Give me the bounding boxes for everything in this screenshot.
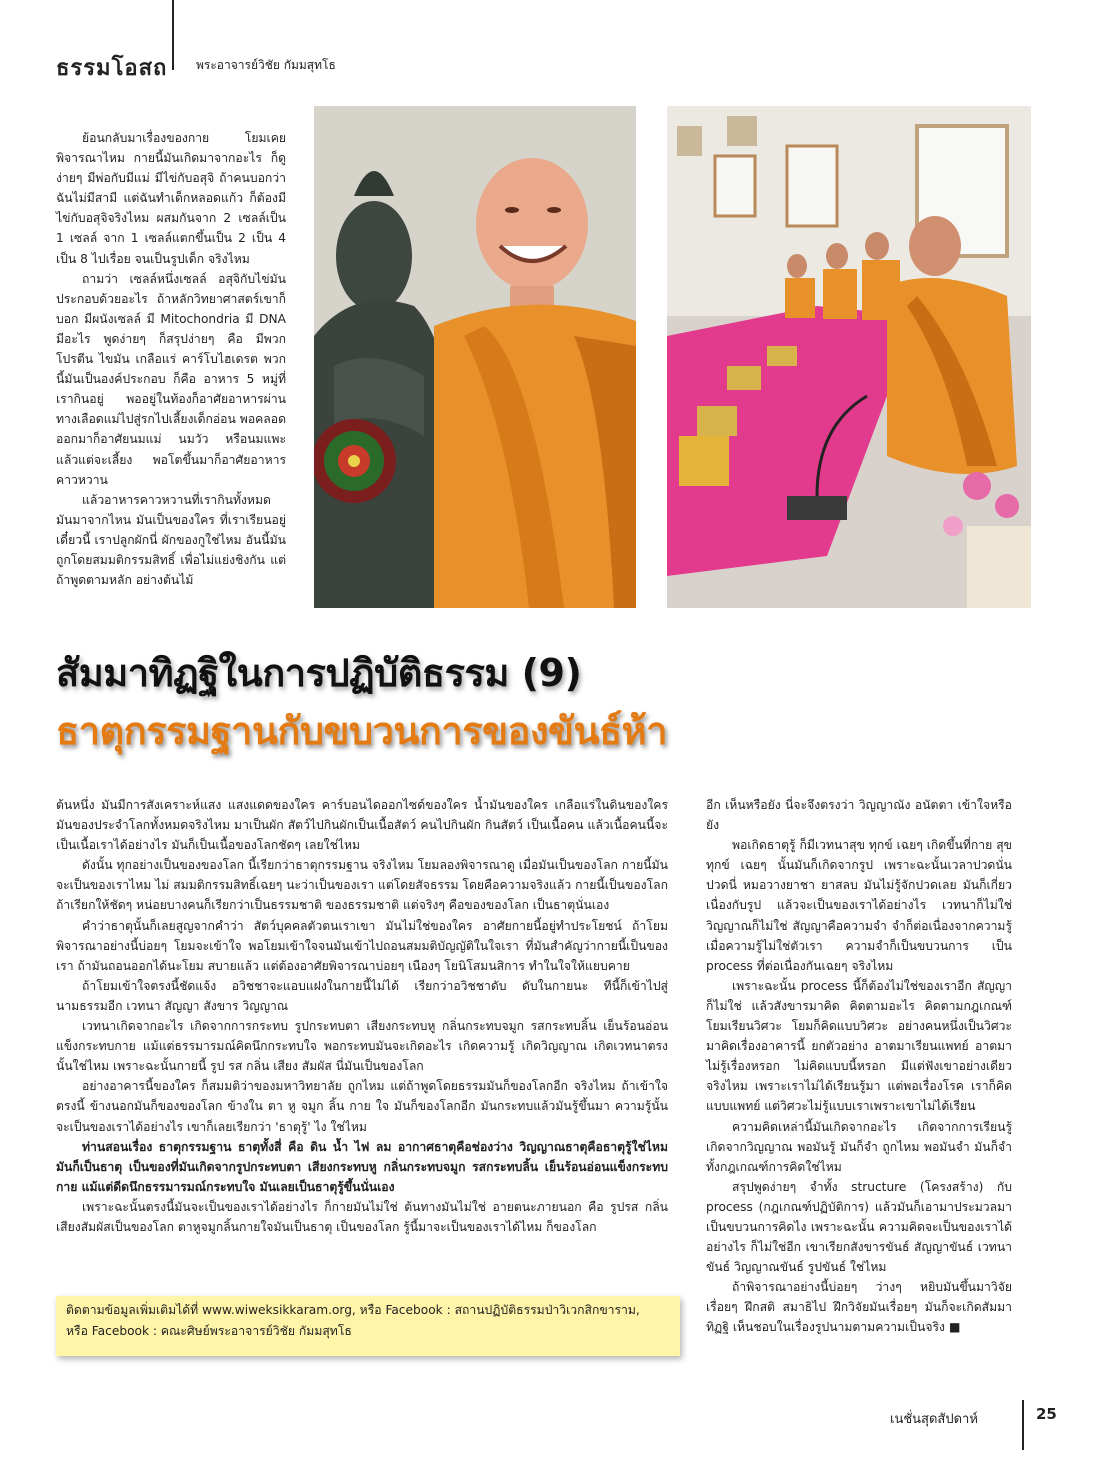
paragraph: ถามว่า เซลล์หนึ่งเซลล์ อสุจิกับไข่มันประกอบด้วยอะไร ถ้าหลักวิทยาศาสตร์เขาก็บอก มีผนังเซลล์ มี Mitochondria มี DNA มีอะไร พูดง่ายๆ ก็สรุปง่ายๆ คือ มีพวกโปรตีน ไขมัน เกลือแร่ คาร์โบไฮเดรต พวกนี้มันเป็นองค์ประกอบ ก็คือ อาหาร 5 หมู่ที่เรากินอยู่ พออยู่ในท้องก็อาศัยอาหารผ่านทางเลือดแม่ไปสู่รกไปเลี้ยงเด็กอ่อน พอคลอดออกมาก็อาศัยนมแม่ นมวัว หรือนมแพะ แล้วแต่จะเลี้ยง พอโตขึ้นมาก็อาศัยอาหารคาวหวาน [56,271,286,487]
paragraph: พอเกิดธาตุรู้ ก็มีเวทนาสุข ทุกข์ เฉยๆ เกิดขึ้นที่กาย สุข ทุกข์ เฉยๆ นั้นมันก็เกิดจากรูป เพราะฉะนั้นเวลาปวดนั่นปวดนี่ หมอวางยาชา ยาสลบ มันไม่รู้จักปวดเลย มันก็เกี่ยวเนื่องกับรูป แล้วจะเป็นของเราได้อย่างไร เวทนาก็ไม่ใช่ วิญญาณก็ไม่ใช่ สัญญาคือความจำ จำก็ต่อเนื่องจากความรู้ เมื่อความรู้ไม่ใช่ตัวเรา ความจำก็เป็นขบวนการ เป็น process ที่ต่อเนื่องกันเฉยๆ จริงไหม [706,838,1012,973]
paragraph: อีก เห็นหรือยัง นี่จะจึงตรงว่า วิญญาณัง อนัตตา เข้าใจหรือยัง [706,798,1012,833]
paragraph: สรุปพูดง่ายๆ จำทั้ง structure (โครงสร้าง) กับ process (กฎเกณฑ์ปฏิบัติการ) แล้วมันก็เอามาประมวลมาเป็นขบวนการคิดไง เพราะฉะนั้น ความคิดจะเป็นของเราได้อย่างไร ก็ไม่ใช่อีก เขาเรียกสังขารขันธ์ สัญญาขันธ์ เวทนาขันธ์ วิญญาณขันธ์ รูปขันธ์ ใช่ไหม [706,1179,1012,1275]
paragraph: ความคิดเหล่านี้มันเกิดจากอะไร เกิดจากการเรียนรู้ เกิดจากวิญญาณ พอมันรู้ มันก็จำ ถูกไหม พอมันจำ มันก็จำทั้งกฎเกณฑ์การคิดใช่ไหม [706,1119,1012,1174]
magazine-name: เนชั่นสุดสัปดาห์ [890,1412,978,1427]
article-column-3 [706,795,1012,1338]
author-name: พระอาจารย์วิชัย กัมมสุทโธ [196,58,336,72]
paragraph: ย้อนกลับมาเรื่องของกาย โยมเคยพิจารณาไหม กายนี้มันเกิดมาจากอะไร ก็ดูง่ายๆ มีพ่อกับมีแม่ มีไข่กับอสุจิ ถ้าคนบอกว่าฉันไม่มีสามี แต่ฉันทำเด็กหลอดแก้ว ก็ต้องมีไข่กับอสุจิจริงไหม ผสมกันจาก 2 เซลล์เป็น 1 เซลล์ จาก 1 เซลล์แตกขึ้นเป็น 2 เป็น 4 เป็น 8 ไปเรื่อย จนเป็นรูปเด็ก จริงไหม [56,131,286,266]
paragraph: เวทนาเกิดจากอะไร เกิดจากการกระทบ รูปกระทบตา เสียงกระทบหู กลิ่นกระทบจมูก รสกระทบลิ้น เย็นร้อนอ่อนแข็งกระทบกาย แม้แต่ธรรมารมณ์คิดนึกกระทบใจ พอกระทบมันจะเกิดอะไร เกิดความรู้ เกิดวิญญาณ เกิดเวทนาตรงนั้นใช่ไหม เพราะฉะนั้นกายนี้ รูป รส กลิ่น เสียง สัมผัส นี่มันเป็นของโลก [56,1019,668,1074]
photo-monks-hall [667,106,1031,608]
paragraph: เพราะฉะนั้น process นี้ก็ต้องไม่ใช่ของเราอีก สัญญาก็ไม่ใช่ แล้วสังขารมาคิด คิดตามอะไร คิดตามกฎเกณฑ์ โยมเรียนวิศวะ โยมก็คิดแบบวิศวะ อย่างคนหนึ่งเป็นวิศวะมาคิดเรื่องอาคารนี้ ยกตัวอย่าง อาตมาเรียนแพทย์ อาตมาไม่รู้เรื่องหรอก ไม่คิดแบบนี้หรอก มีแต่ฟังเขาอย่างเดียว จริงไหม เพราะเราไม่ได้เรียนรู้มา แต่พอเรื่องโรค เราก็คิดแบบแพทย์ แต่วิศวะไม่รู้แบบเราเพราะเขาไม่ได้เรียน [706,978,1012,1114]
footer-divider [1022,1400,1024,1450]
paragraph: เพราะฉะนั้นตรงนี้มันจะเป็นของเราได้อย่างไร ก็กายมันไม่ใช่ ต้นทางมันไม่ใช่ อายตนะภายนอก คือ รูปรส กลิ่นเสียงสัมผัสเป็นของโลก ตาหูจมูกลิ้นกายใจมันเป็นธาตุ เป็นของโลก รู้นี้มาจะเป็นของเราได้ไหม ก็ของโลก [56,1199,668,1234]
article-subtitle: ธาตุกรรมฐานกับขบวนการของขันธ์ห้า [56,709,668,753]
paragraph: แล้วอาหารคาวหวานที่เรากินทั้งหมด มันมาจากไหน มันเป็นของใคร ที่เราเรียนอยู่เดี๋ยวนี้ เราปลูกผักนี่ ผักของกูใช่ไหม อันนี้มันถูกโดยสมมติกรรมสิทธิ์ เพื่อไม่แย่งชิงกัน แต่ถ้าพูดตามหลัก อย่างต้นไม้ [56,492,286,588]
paragraph: คำว่าธาตุนั้นก็เลยสูญจากคำว่า สัตว์บุคคลตัวตนเราเขา มันไม่ใช่ของใคร อาศัยกายนี้อยู่ทำประโยชน์ ถ้าโยมพิจารณาอย่างนี้บ่อยๆ โยมจะเข้าใจ พอโยมเข้าใจจนมันเข้าไปถอนสมมติบัญญัติในใจเรา ที่มันสำคัญว่ากายนี้เป็นของเรา ถ้ามันถอนออกได้นะโยม สบายแล้ว แต่ต้องอาศัยพิจารณาบ่อยๆ เนืองๆ โยนิโสมนสิการ ทำในใจให้แยบคาย [56,918,668,973]
info-line: หรือ Facebook : คณะศิษย์พระอาจารย์วิชัย กัมมสุทโธ [66,1324,352,1338]
paragraph: ถ้าพิจารณาอย่างนี้บ่อยๆ ว่างๆ หยิบมันขึ้นมาวิจัยเรื่อยๆ ฝึกสติ สมาธิไป ฝึกวิจัยมันเรื่อยๆ มันก็จะเกิดสัมมาทิฏฐิ เห็นชอบในเรื่องรูปนามตามความเป็นจริง ■ [706,1280,1012,1335]
paragraph: อย่างอาคารนี้ของใคร ก็สมมติว่าของมหาวิทยาลัย ถูกไหม แต่ถ้าพูดโดยธรรมมันก็ของโลกอีก จริงไหม ถ้าเข้าใจตรงนี้ ข้างนอกมันก็ของของโลก ข้างใน ตา หู จมูก ลิ้น กาย ใจ มันก็ของโลกอีก มันกระทบแล้วมันรู้ขึ้นมา ความรู้นั้นจะเป็นของเราได้อย่างไร เขาก็เลยเรียกว่า 'ธาตุรู้' ไง ใช่ไหม [56,1079,668,1134]
paragraph: ต้นหนึ่ง มันมีการสังเคราะห์แสง แสงแดดของใคร คาร์บอนไดออกไซด์ของใคร น้ำมันของใคร เกลือแร่ในดินของใคร มันของประจำโลกทั้งหมดจริงไหม มาเป็นผัก สัตว์ไปกินผักเป็นเนื้อสัตว์ คนไปกินผัก กินสัตว์ เป็นเนื้อคน แล้วเนื้อคนนี้จะเป็นเนื้อเราได้อย่างไร มันก็เป็นเนื้อของโลกชัดๆ เลยใช่ไหม [56,798,668,853]
page-number: 25 [1036,1405,1057,1423]
paragraph: ถ้าโยมเข้าใจตรงนี้ชัดแจ้ง อวิชชาจะแอบแฝงในกายนี้ไม่ได้ เรียกว่าอวิชชาดับ ดับในกายนะ ทีนี้ก็เข้าไปสู่นามธรรมอีก เวทนา สัญญา สังขาร วิญญาณ [56,978,668,1013]
info-line: ติดตามข้อมูลเพิ่มเติมได้ที่ www.wiweksikkaram.org, หรือ Facebook : สถานปฏิบัติธรรมป่าวิเวกสิกขาราม, [66,1303,640,1317]
paragraph-bold: ท่านสอนเรื่อง ธาตุกรรมฐาน ธาตุทั้งสี่ คือ ดิน น้ำ ไฟ ลม อากาศธาตุคือช่องว่าง วิญญาณธาตุคือธาตุรู้ใช่ไหม มันก็เป็นธาตุ เป็นของที่มันเกิดจากรูปกระทบตา เสียงกระทบหู กลิ่นกระทบจมูก รสกระทบลิ้น เย็นร้อนอ่อนแข็งกระทบกาย แม้แต่ดีดนึกธรรมารมณ์กระทบใจ มันเลยเป็นธาตุรู้ขึ้นนั่นเอง [56,1139,668,1194]
header-divider [172,0,174,70]
photo-monk-buddha [314,106,636,608]
paragraph: ดังนั้น ทุกอย่างเป็นของของโลก นี้เรียกว่าธาตุกรรมฐาน จริงไหม โยมลองพิจารณาดู เมื่อมันเป็นของโลก กายนี้มันจะเป็นของเราไหม ไม่ สมมติกรรมสิทธิ์เฉยๆ นะว่าเป็นของเรา แต่โดยสัจธรรม โดยคือความจริงแล้ว กายนี้เป็นของโลก ถ้าเรียกให้ชัดๆ หน่อยบางคนก็เรียกว่าเป็นธรรมชาติ ของธรรมชาติ แต่จริงๆ คือของของโลก เป็นธาตุนั่นเอง [56,858,668,913]
section-title: ธรรมโอสถ [56,56,168,81]
article-column-1 [56,128,286,590]
article-title: สัมมาทิฏฐิในการปฏิบัติธรรม (9) [56,651,582,695]
info-box [56,1296,680,1356]
article-column-2 [56,795,668,1237]
